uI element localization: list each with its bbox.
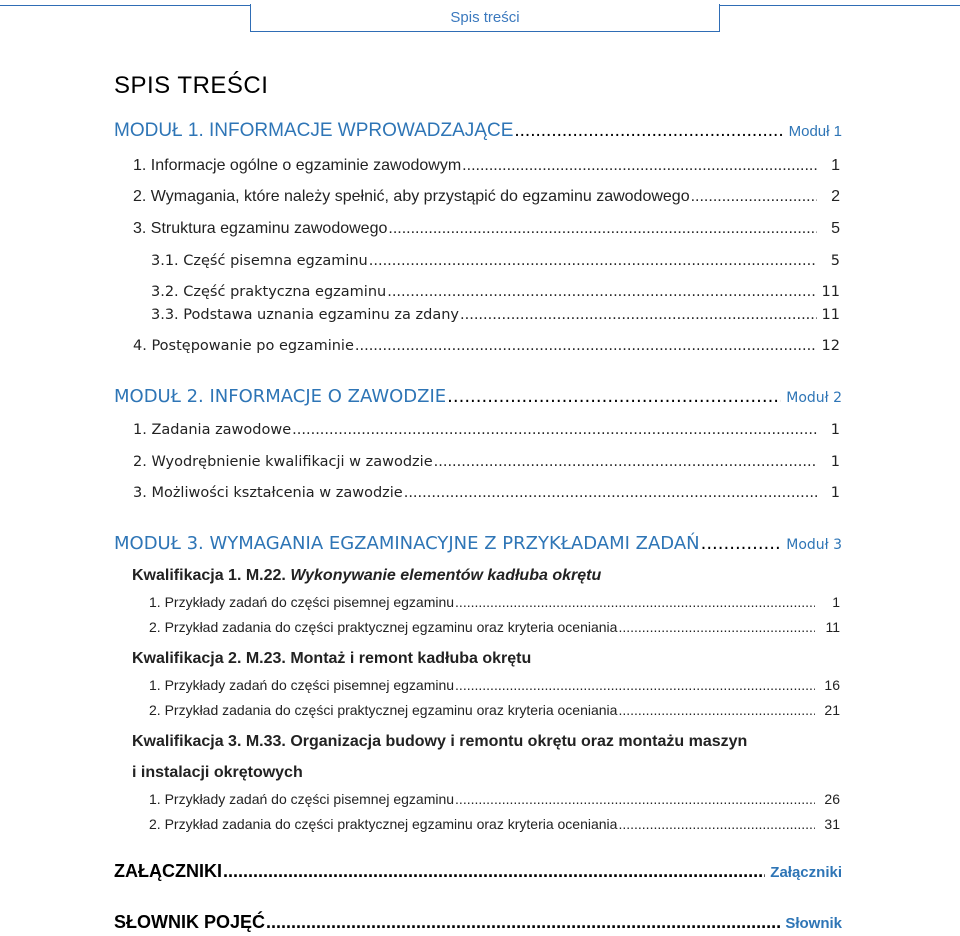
slownik-label: SŁOWNIK POJĘĆ xyxy=(114,912,266,932)
dot-leader xyxy=(387,284,817,300)
toc-entry-text: 1. Przykłady zadań do części pisemnej egzaminu xyxy=(149,791,455,807)
toc-entry-page: 12 xyxy=(821,338,840,354)
toc-entry-text: 3.1. Część pisemna egzaminu xyxy=(151,253,368,269)
toc-entry-page: 21 xyxy=(824,702,840,718)
toc-title: SPIS TREŚCI xyxy=(114,72,269,99)
dot-leader xyxy=(223,861,765,882)
toc-entry-page: 1 xyxy=(830,422,840,438)
dot-leader xyxy=(455,677,815,693)
dot-leader xyxy=(455,594,815,610)
toc-entry[interactable] xyxy=(149,677,840,693)
toc-entry[interactable] xyxy=(133,220,840,238)
header-rule-left xyxy=(0,5,250,6)
toc-entry[interactable] xyxy=(133,454,840,470)
toc-entry[interactable] xyxy=(133,485,840,501)
toc-entry-text: 4. Postępowanie po egzaminie xyxy=(133,338,354,354)
dot-leader xyxy=(691,188,817,206)
toc-entry-page: 26 xyxy=(824,791,840,807)
kwalifikacja-1-code: Kwalifikacja 1. M.22. xyxy=(132,567,286,584)
dot-leader xyxy=(618,816,815,832)
kwalifikacja-2-name: Montaż i remont kadłuba okrętu xyxy=(290,650,532,667)
toc-entry-text: 2. Wyodrębnienie kwalifikacji w zawodzie xyxy=(133,454,433,470)
toc-entry-text: 3.2. Część praktyczna egzaminu xyxy=(151,284,387,300)
header-rule-right xyxy=(720,5,960,6)
toc-entry-text: 3.3. Podstawa uznania egzaminu za zdany xyxy=(151,307,459,323)
running-header: Spis treści xyxy=(250,4,720,32)
toc-entry[interactable] xyxy=(149,594,840,610)
modul3-page: Moduł 3 xyxy=(786,537,842,553)
kwalifikacja-3-name: Organizacja budowy i remontu okrętu oraz montażu maszyn xyxy=(290,733,748,750)
toc-entry-page: 16 xyxy=(824,677,840,693)
toc-entry-page: 11 xyxy=(821,307,840,323)
dot-leader xyxy=(404,485,817,501)
toc-entry-text: 1. Informacje ogólne o egzaminie zawodowym xyxy=(133,157,462,174)
kwalifikacja-1-heading[interactable] xyxy=(132,567,601,585)
toc-entry[interactable] xyxy=(133,188,840,206)
dot-leader xyxy=(618,619,815,635)
toc-entry-page: 11 xyxy=(821,284,840,300)
toc-entry-modul1[interactable] xyxy=(114,120,842,142)
toc-entry-zalaczniki[interactable] xyxy=(114,861,842,882)
toc-entry-page: 1 xyxy=(830,485,840,501)
dot-leader xyxy=(462,157,817,175)
toc-entry[interactable] xyxy=(133,157,840,175)
kwalifikacja-3-code: Kwalifikacja 3. M.33. xyxy=(132,733,286,750)
dot-leader xyxy=(701,533,782,554)
slownik-page: Słownik xyxy=(785,915,842,932)
toc-entry-page: 31 xyxy=(824,816,840,832)
kwalifikacja-2-heading[interactable] xyxy=(132,650,531,668)
toc-entry-text: 3. Struktura egzaminu zawodowego xyxy=(133,220,388,237)
toc-entry[interactable] xyxy=(149,619,840,635)
modul2-page: Moduł 2 xyxy=(786,390,842,406)
dot-leader xyxy=(266,912,780,933)
toc-entry-slownik[interactable] xyxy=(114,912,842,933)
toc-entry-modul2[interactable] xyxy=(114,386,842,407)
dot-leader xyxy=(618,702,815,718)
toc-entry-page: 11 xyxy=(825,619,840,635)
toc-entry[interactable] xyxy=(151,284,840,300)
dot-leader xyxy=(447,386,781,407)
modul1-label: MODUŁ 1. INFORMACJE WPROWADZAJĄCE xyxy=(114,120,514,141)
dot-leader xyxy=(292,422,817,438)
modul3-label: MODUŁ 3. WYMAGANIA EGZAMINACYJNE Z PRZYKŁADAMI ZADAŃ xyxy=(114,533,700,554)
dot-leader xyxy=(460,307,817,323)
dot-leader xyxy=(455,791,815,807)
toc-entry-page: 1 xyxy=(832,594,840,610)
toc-entry-text: 1. Przykłady zadań do części pisemnej egzaminu xyxy=(149,594,455,610)
toc-entry-text: 3. Możliwości kształcenia w zawodzie xyxy=(133,485,403,501)
toc-entry-page: 5 xyxy=(830,253,840,269)
toc-entry-text: 2. Wymagania, które należy spełnić, aby przystąpić do egzaminu zawodowego xyxy=(133,188,690,205)
modul1-page: Moduł 1 xyxy=(788,123,842,140)
dot-leader xyxy=(355,338,817,354)
toc-entry[interactable] xyxy=(149,791,840,807)
kwalifikacja-3-heading[interactable] xyxy=(132,733,747,751)
toc-entry-text: 2. Przykład zadania do części praktycznej egzaminu oraz kryteria oceniania xyxy=(149,619,618,635)
zalaczniki-label: ZAŁĄCZNIKI xyxy=(114,861,222,881)
toc-entry-modul3[interactable] xyxy=(114,533,842,554)
toc-entry[interactable] xyxy=(133,338,840,354)
toc-entry-text: 1. Zadania zawodowe xyxy=(133,422,292,438)
toc-entry-page: 5 xyxy=(831,220,840,237)
toc-entry-text: 1. Przykłady zadań do części pisemnej egzaminu xyxy=(149,677,455,693)
dot-leader xyxy=(388,220,817,238)
toc-entry[interactable] xyxy=(149,816,840,832)
toc-entry-page: 1 xyxy=(831,157,840,174)
dot-leader xyxy=(369,253,817,269)
toc-entry-page: 1 xyxy=(830,454,840,470)
toc-entry-text: 2. Przykład zadania do części praktycznej egzaminu oraz kryteria oceniania xyxy=(149,702,618,718)
toc-entry[interactable] xyxy=(151,253,840,269)
toc-entry-text: 2. Przykład zadania do części praktycznej egzaminu oraz kryteria oceniania xyxy=(149,816,618,832)
zalaczniki-page: Załączniki xyxy=(770,864,842,881)
toc-entry[interactable] xyxy=(133,422,840,438)
kwalifikacja-1-name: Wykonywanie elementów kadłuba okrętu xyxy=(290,567,602,584)
toc-entry-page: 2 xyxy=(831,188,840,205)
dot-leader xyxy=(434,454,817,470)
toc-entry[interactable] xyxy=(149,702,840,718)
modul2-label: MODUŁ 2. INFORMACJE O ZAWODZIE xyxy=(114,386,447,407)
toc-entry[interactable] xyxy=(151,307,840,323)
kwalifikacja-2-code: Kwalifikacja 2. M.23. xyxy=(132,650,286,667)
dot-leader xyxy=(514,120,783,142)
kwalifikacja-3-name-cont: i instalacji okrętowych xyxy=(132,764,303,781)
